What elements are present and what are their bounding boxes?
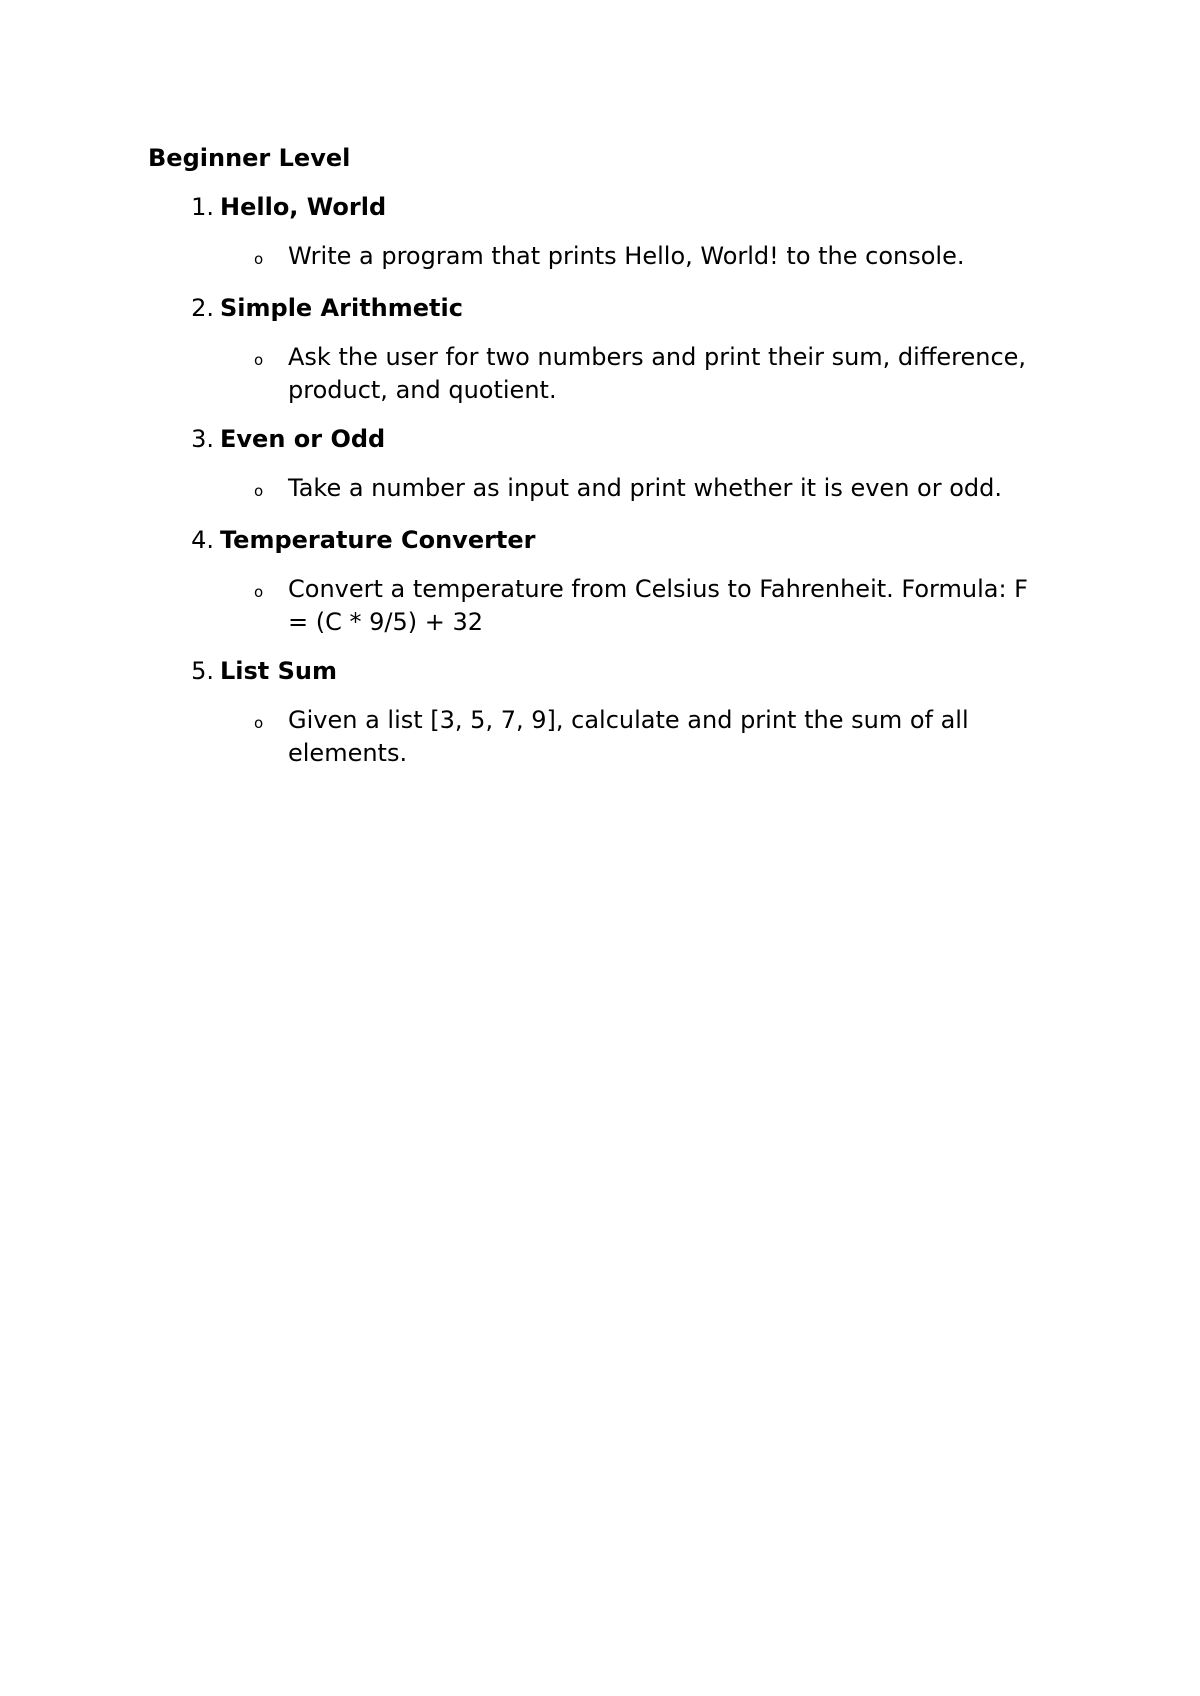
task-description — [148, 573, 1068, 639]
task-description-text: Given a list [3, 5, 7, 9], calculate and print the sum of all elements. — [288, 706, 969, 767]
task-description-text: Convert a temperature from Celsius to Fahrenheit. Formula: F = (C * 9/5) + 32 — [288, 575, 1028, 636]
task-header — [148, 191, 1068, 224]
task-description-text: Write a program that prints Hello, World! to the console. — [288, 242, 965, 270]
task-number: 3. — [191, 425, 214, 453]
task-header — [148, 655, 1068, 688]
task-title: Simple Arithmetic — [220, 294, 463, 322]
task-item — [148, 191, 1068, 276]
section-heading: Beginner Level — [148, 144, 351, 172]
bullet-icon: o — [254, 583, 264, 601]
task-header — [148, 292, 1068, 325]
bullet-icon: o — [254, 351, 264, 369]
task-description-text: Take a number as input and print whether it is even or odd. — [288, 474, 1002, 502]
task-number: 2. — [191, 294, 214, 322]
task-title: Hello, World — [220, 193, 387, 221]
task-description — [148, 240, 1068, 276]
task-number: 5. — [191, 657, 214, 685]
task-number: 4. — [191, 526, 214, 554]
task-list — [148, 191, 1068, 770]
bullet-icon: o — [254, 482, 264, 500]
task-item — [148, 292, 1068, 407]
task-number: 1. — [191, 193, 214, 221]
task-description — [148, 341, 1068, 407]
task-description — [148, 472, 1068, 508]
task-description — [148, 704, 1068, 770]
bullet-icon: o — [254, 250, 264, 268]
task-item — [148, 423, 1068, 508]
task-title: Even or Odd — [220, 425, 386, 453]
document-content — [148, 142, 1068, 786]
task-header — [148, 423, 1068, 456]
task-header — [148, 524, 1068, 557]
task-title: Temperature Converter — [220, 526, 536, 554]
bullet-icon: o — [254, 714, 264, 732]
task-description-text: Ask the user for two numbers and print their sum, difference, product, and quotient. — [288, 343, 1027, 404]
task-item — [148, 655, 1068, 770]
task-title: List Sum — [220, 657, 338, 685]
task-item — [148, 524, 1068, 639]
